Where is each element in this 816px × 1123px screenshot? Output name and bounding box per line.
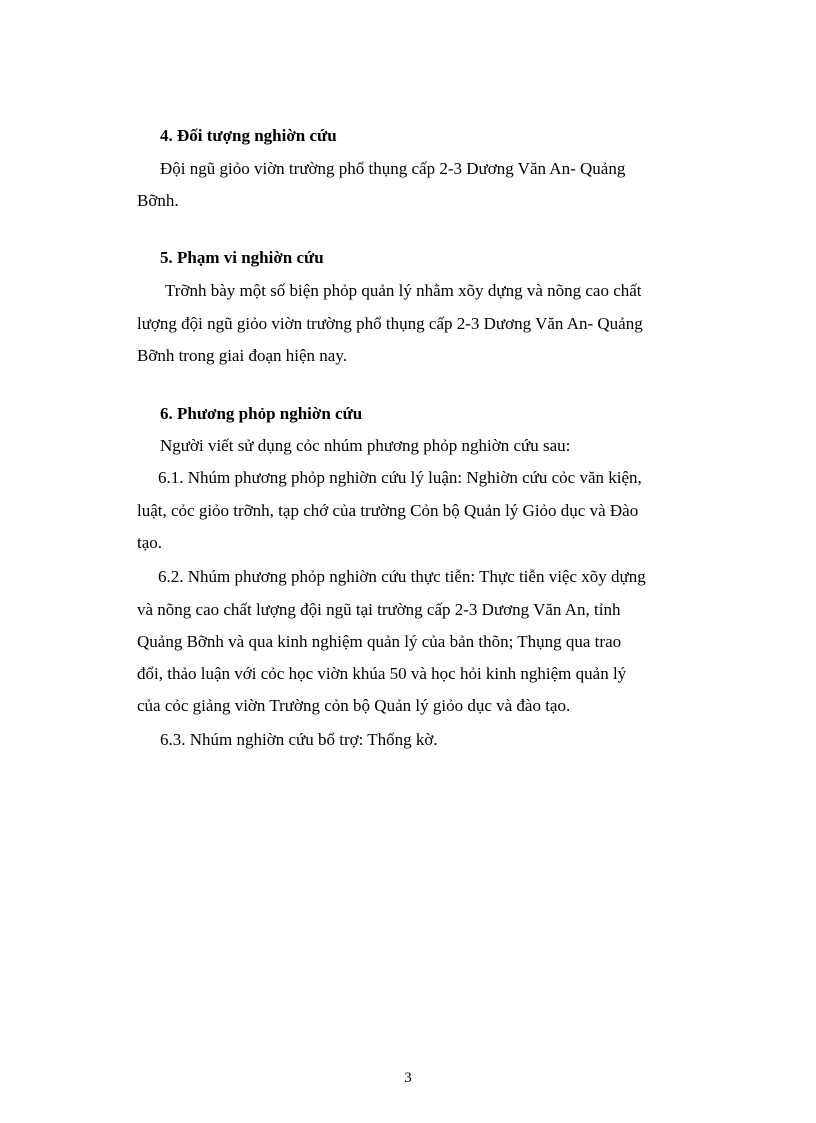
- item-6-2-line-4: đổi, thảo luận với cỏc học viờn khúa 50 và học hỏi kinh nghiệm quản lý: [137, 664, 627, 683]
- item-6-2-line-2: và nõng cao chất lượng đội ngũ tại trường cấp 2-3 Dương Văn An, tỉnh: [137, 600, 621, 619]
- section-6-intro: Người viết sử dụng cỏc nhúm phương phỏp nghiờn cứu sau:: [160, 436, 571, 455]
- item-6-1-line-2: luật, cỏc giỏo trỡnh, tạp chớ của trường Cỏn bộ Quản lý Giỏo dục và Đào: [137, 501, 639, 520]
- item-6-2-line-5: của cỏc giảng viờn Trường cỏn bộ Quản lý giỏo dục và đào tạo.: [137, 696, 571, 715]
- item-6-2-line-3: Quảng Bỡnh và qua kinh nghiệm quản lý của bản thõn; Thụng qua trao: [137, 632, 622, 651]
- section-5-heading: 5. Phạm vi nghiờn cứu: [160, 248, 324, 267]
- section-4-line-1: Đội ngũ giỏo viờn trường phổ thụng cấp 2-3 Dương Văn An- Quảng: [160, 159, 626, 178]
- item-6-3-line: 6.3. Nhúm nghiờn cứu bổ trợ: Thống kờ.: [160, 730, 438, 749]
- section-6-heading: 6. Phương phỏp nghiờn cứu: [160, 404, 363, 423]
- section-5-line-3: Bỡnh trong giai đoạn hiện nay.: [137, 346, 347, 365]
- section-4-heading: 4. Đối tượng nghiờn cứu: [160, 126, 337, 145]
- item-6-1-line-3: tạo.: [137, 533, 163, 552]
- section-5-line-2: lượng đội ngũ giỏo viờn trường phổ thụng cấp 2-3 Dương Văn An- Quảng: [137, 314, 643, 333]
- item-6-1-line-1: 6.1. Nhúm phương phỏp nghiờn cứu lý luận: Nghiờn cứu cỏc văn kiện,: [158, 468, 642, 487]
- item-6-2-line-1: 6.2. Nhúm phương phỏp nghiờn cứu thực tiễn: Thực tiễn việc xõy dựng: [158, 567, 646, 586]
- section-4-line-2: Bỡnh.: [137, 191, 179, 210]
- section-5-line-1: Trỡnh bày một số biện phỏp quản lý nhằm xõy dựng và nõng cao chất: [165, 281, 642, 300]
- page-number: 3: [404, 1070, 412, 1086]
